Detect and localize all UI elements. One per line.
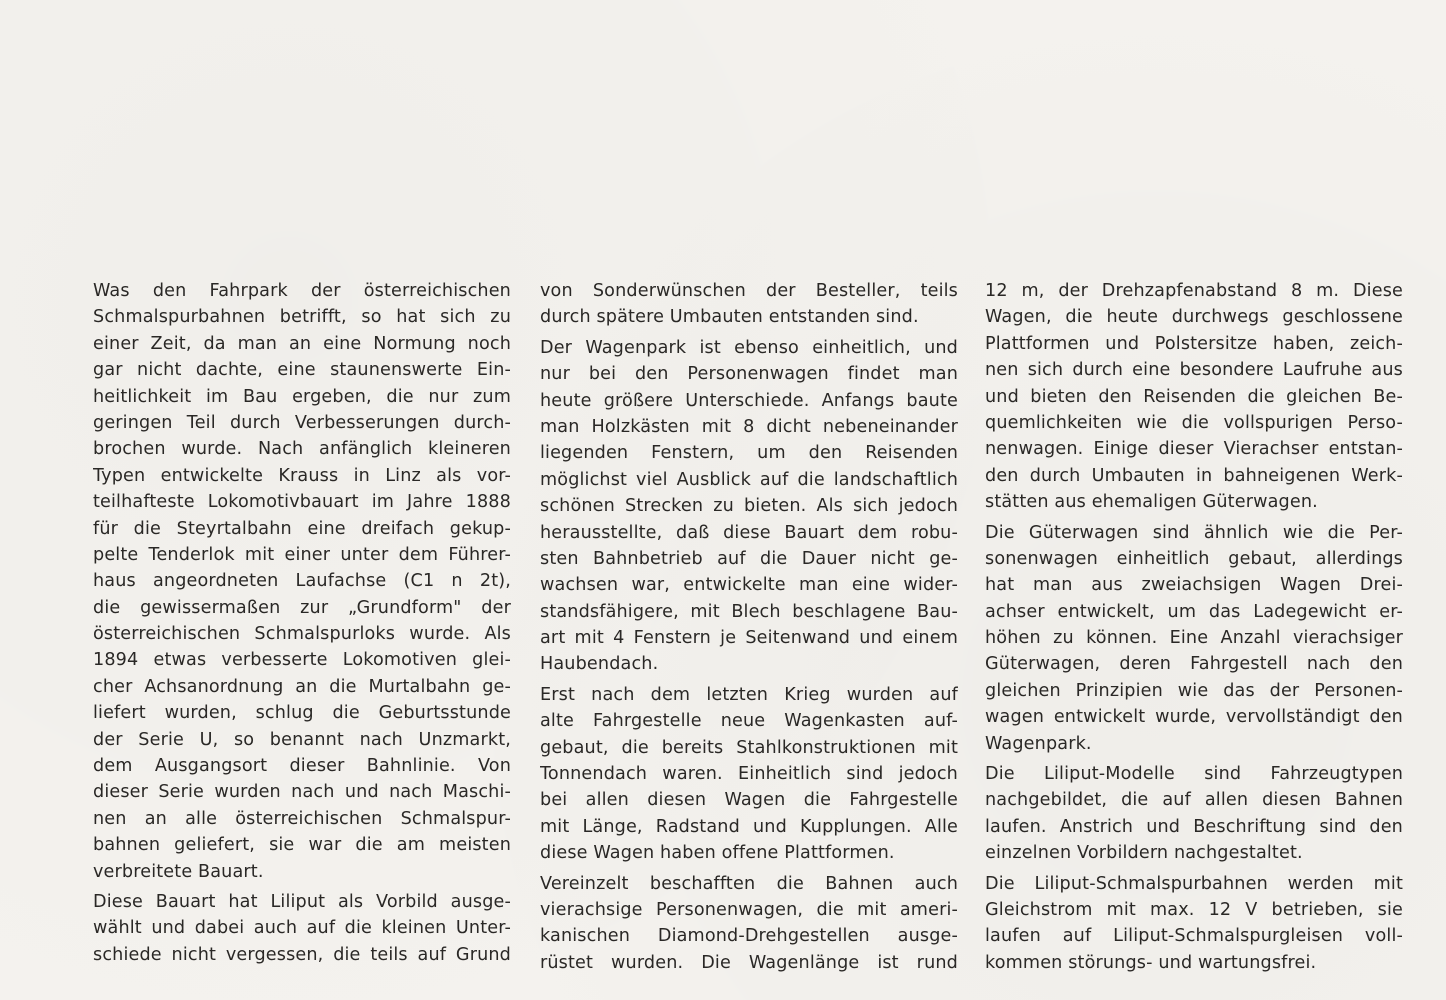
text-line: laufen. Anstrich und Beschriftung sind den: [985, 816, 1403, 837]
text-line: nenwagen. Einige dieser Vierachser entstan-: [985, 439, 1403, 460]
text-line: gebaut, die bereits Stahlkonstruktionen mit: [540, 737, 958, 758]
text-line: verbreitete Bauart.: [93, 861, 264, 882]
text-line: nen an alle österreichischen Schmalspur-: [93, 808, 511, 829]
text-line: quemlichkeiten wie die vollspurigen Perso-: [985, 412, 1403, 433]
text-line: Tonnendach waren. Einheitlich sind jedoch: [540, 764, 958, 785]
text-line: der Serie U, so benannt nach Unzmarkt,: [93, 729, 511, 750]
text-line: einzelnen Vorbildern nachgestaltet.: [985, 843, 1303, 864]
text-line: gar nicht dachte, eine staunenswerte Ein-: [93, 360, 511, 381]
text-line: diese Wagen haben offene Plattformen.: [540, 843, 895, 864]
text-line: Güterwagen, deren Fahrgestell nach den: [985, 654, 1403, 675]
paragraph: [985, 871, 1403, 977]
text-line: Haubendach.: [540, 654, 659, 675]
text-line: schönen Strecken zu bieten. Als sich jedoch: [540, 496, 958, 517]
paragraph: [540, 871, 958, 977]
text-line: liegenden Fenstern, um den Reisenden: [540, 443, 958, 464]
text-line: teilhafteste Lokomotivbauart im Jahre 1888: [93, 492, 511, 513]
text-line: sonenwagen einheitlich gebaut, allerdings: [985, 548, 1403, 569]
text-line: rüstet wurden. Die Wagenlänge ist rund: [540, 952, 958, 973]
text-line: höhen zu können. Eine Anzahl vierachsiger: [985, 628, 1403, 649]
text-line: heute größere Unterschiede. Anfangs baute: [540, 390, 958, 411]
text-line: Gleichstrom mit max. 12 V betrieben, sie: [985, 899, 1403, 920]
text-line: nachgebildet, die auf allen diesen Bahnen: [985, 790, 1403, 811]
text-line: Plattformen und Polstersitze haben, zeich-: [985, 333, 1403, 354]
text-line: Diese Bauart hat Liliput als Vorbild ausge-: [93, 891, 511, 912]
text-line: liefert wurden, schlug die Geburtsstunde: [93, 703, 511, 724]
text-column-2: [540, 278, 958, 976]
text-line: österreichischen Schmalspurloks wurde. Als: [93, 624, 511, 645]
text-line: laufen auf Liliput-Schmalspurgleisen voll-: [985, 926, 1403, 947]
text-line: Was den Fahrpark der österreichischen: [93, 281, 511, 301]
text-line: durch spätere Umbauten entstanden sind.: [540, 307, 919, 328]
text-line: die gewissermaßen zur „Grundform" der: [93, 597, 511, 618]
text-line: heitlichkeit im Bau ergeben, die nur zum: [93, 386, 511, 407]
text-line: gleichen Prinzipien wie das der Personen-: [985, 680, 1403, 701]
text-line: 12 m, der Drehzapfenabstand 8 m. Diese: [985, 281, 1403, 301]
text-line: wählt und dabei auch auf die kleinen Unter-: [93, 918, 511, 939]
paragraph: [985, 761, 1403, 867]
text-line: Schmalspurbahnen betrifft, so hat sich zu: [93, 307, 511, 328]
text-column-1: [93, 278, 511, 968]
text-line: nur bei den Personenwagen findet man: [540, 364, 958, 385]
text-line: art mit 4 Fenstern je Seitenwand und einem: [540, 628, 958, 649]
text-line: geringen Teil durch Verbesserungen durch-: [93, 412, 511, 433]
text-line: haus angeordneten Laufachse (C1 n 2t),: [93, 571, 511, 592]
text-line: dem Ausgangsort dieser Bahnlinie. Von: [93, 756, 511, 777]
text-line: kanischen Diamond-Drehgestellen ausge-: [540, 926, 958, 947]
text-line: mit Länge, Radstand und Kupplungen. Alle: [540, 816, 958, 837]
text-line: Erst nach dem letzten Krieg wurden auf: [540, 684, 958, 705]
text-line: Die Liliput-Modelle sind Fahrzeugtypen: [985, 764, 1403, 785]
text-line: schiede nicht vergessen, die teils auf Grund: [93, 944, 511, 965]
text-line: Der Wagenpark ist ebenso einheitlich, und: [540, 337, 958, 358]
text-column-3: [985, 278, 1403, 976]
text-line: standsfähigere, mit Blech beschlagene Bau-: [540, 601, 958, 622]
text-line: man Holzkästen mit 8 dicht nebeneinander: [540, 416, 958, 437]
text-line: brochen wurde. Nach anfänglich kleineren: [93, 439, 511, 460]
paragraph: [540, 278, 958, 331]
text-line: vierachsige Personenwagen, die mit ameri-: [540, 899, 958, 920]
text-line: nen sich durch eine besondere Laufruhe aus: [985, 360, 1403, 381]
text-line: Typen entwickelte Krauss in Linz als vor-: [93, 465, 511, 486]
paragraph: [93, 278, 511, 885]
text-line: Vereinzelt beschafften die Bahnen auch: [540, 873, 958, 894]
text-line: für die Steyrtalbahn eine dreifach gekup-: [93, 518, 511, 539]
text-line: stätten aus ehemaligen Güterwagen.: [985, 492, 1318, 513]
text-line: herausstellte, daß diese Bauart dem robu-: [540, 522, 958, 543]
text-line: den durch Umbauten in bahneigenen Werk-: [985, 465, 1403, 486]
text-line: einer Zeit, da man an eine Normung noch: [93, 333, 511, 354]
text-line: wagen entwickelt wurde, vervollständigt den: [985, 707, 1403, 728]
text-line: 1894 etwas verbesserte Lokomotiven glei-: [93, 650, 511, 671]
paragraph: [540, 682, 958, 867]
text-line: Die Güterwagen sind ähnlich wie die Per-: [985, 522, 1403, 543]
text-line: von Sonderwünschen der Besteller, teils: [540, 281, 958, 301]
text-line: bei allen diesen Wagen die Fahrgestelle: [540, 790, 958, 811]
paragraph: [93, 889, 511, 968]
text-line: sten Bahnbetrieb auf die Dauer nicht ge-: [540, 548, 958, 569]
text-line: Die Liliput-Schmalspurbahnen werden mit: [985, 873, 1403, 894]
paragraph: [985, 520, 1403, 758]
text-line: cher Achsanordnung an die Murtalbahn ge-: [93, 676, 511, 697]
text-line: alte Fahrgestelle neue Wagenkasten auf-: [540, 711, 958, 732]
paragraph: [540, 335, 958, 678]
paragraph: [985, 278, 1403, 516]
text-line: möglichst viel Ausblick auf die landschaftlich: [540, 469, 958, 490]
text-line: bahnen geliefert, sie war die am meisten: [93, 835, 511, 856]
text-line: Wagen, die heute durchwegs geschlossene: [985, 307, 1403, 328]
text-line: dieser Serie wurden nach und nach Maschi-: [93, 782, 511, 803]
text-line: wachsen war, entwickelte man eine wider-: [540, 575, 958, 596]
text-line: Wagenpark.: [985, 733, 1092, 754]
text-line: achser entwickelt, um das Ladegewicht er-: [985, 601, 1403, 622]
text-line: kommen störungs- und wartungsfrei.: [985, 952, 1317, 973]
text-line: und bieten den Reisenden die gleichen Be-: [985, 386, 1403, 407]
text-line: hat man aus zweiachsigen Wagen Drei-: [985, 575, 1403, 596]
text-line: pelte Tenderlok mit einer unter dem Führer-: [93, 544, 511, 565]
